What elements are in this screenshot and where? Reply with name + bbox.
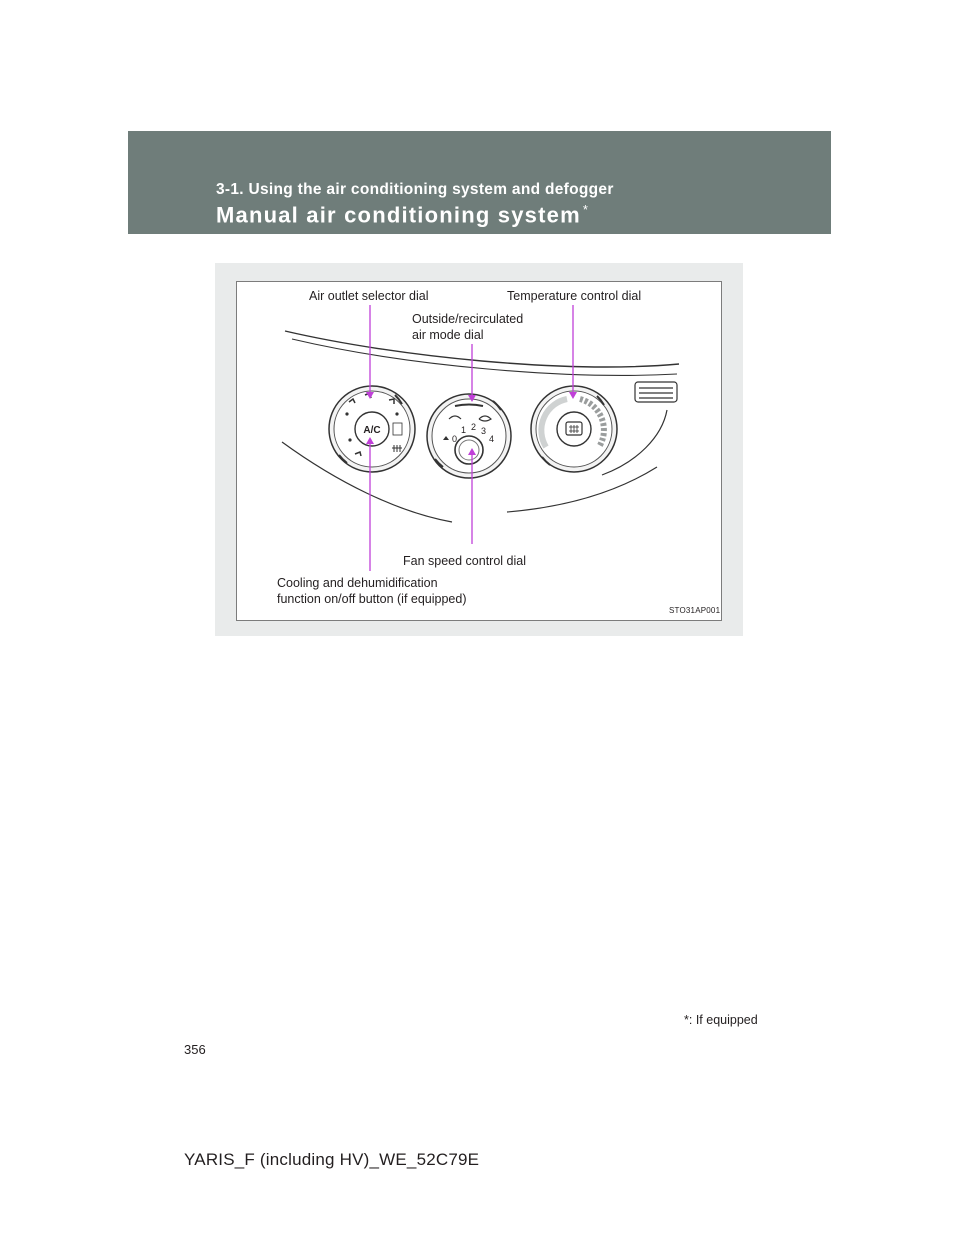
air-outlet-selector-dial <box>329 386 415 472</box>
fan-setting-2: 2 <box>471 422 477 432</box>
page-title <box>216 202 589 228</box>
fan-setting-3: 3 <box>481 426 487 436</box>
temperature-control-dial <box>531 386 617 472</box>
label-temperature-control-dial: Temperature control dial <box>507 289 642 303</box>
figure-code: STO31AP001 <box>669 606 721 615</box>
label-outside-recirculated-dial: Outside/recirculated air mode dial <box>412 312 524 342</box>
dash-line-bottom-right <box>507 467 657 512</box>
footnote <box>684 1013 758 1027</box>
page-number: 356 <box>184 1042 206 1057</box>
fan-setting-4: 4 <box>489 434 495 444</box>
label-cooling-dehumidification-button: Cooling and dehumidification function on/off button (if equipped) <box>277 576 467 606</box>
fan-speed-control-dial <box>427 394 511 478</box>
document-footer: YARIS_F (including HV)_WE_52C79E <box>184 1150 480 1169</box>
vent-grille-icon <box>635 382 677 402</box>
label-fan-speed-control-dial: Fan speed control dial <box>403 554 526 568</box>
label-air-outlet-selector-dial: Air outlet selector dial <box>309 289 429 303</box>
footnote-text: : If equipped <box>688 1013 758 1027</box>
title-text: Manual air conditioning system <box>216 202 581 228</box>
control-panel-illustration <box>236 281 722 621</box>
chapter-header <box>128 131 831 234</box>
fan-setting-0: 0 <box>452 434 458 444</box>
section-heading: 3-1. Using the air conditioning system and defogger <box>216 181 614 198</box>
footnote-mark: * <box>684 1013 689 1027</box>
fan-setting-1: 1 <box>461 425 467 435</box>
if-equipped-mark: * <box>582 202 590 217</box>
ac-button-label: A/C <box>363 425 381 436</box>
